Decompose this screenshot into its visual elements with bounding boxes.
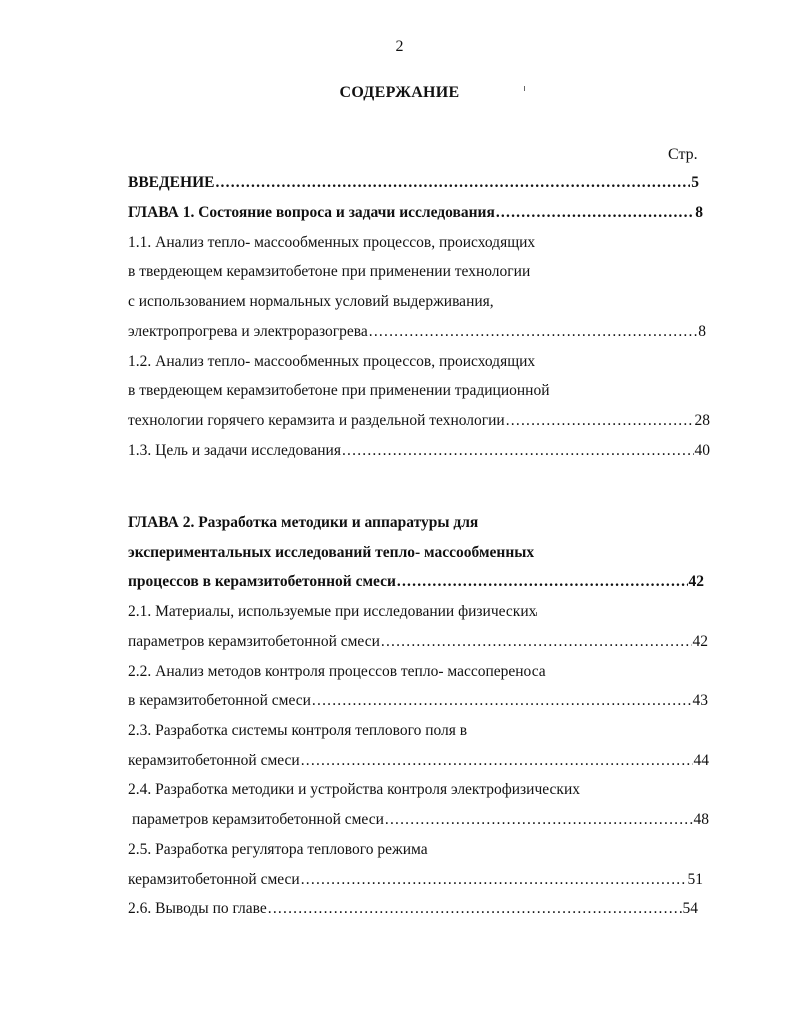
toc-entry: [128, 172, 699, 194]
toc-entry-text: параметров керамзитобетонной смеси: [132, 811, 384, 828]
toc-leader: [506, 410, 694, 432]
toc-entry-line: 2.2. Анализ методов контроля процессов тепло- массопереноса: [128, 663, 546, 680]
toc-entry-page: 51: [687, 871, 703, 888]
toc-entry: [128, 410, 710, 432]
toc-entry-text: процессов в керамзитобетонной смеси: [128, 573, 396, 590]
toc-leader: [381, 631, 692, 653]
toc-entry: [128, 571, 704, 593]
scan-speck: [524, 86, 525, 91]
toc-entry-line: 1.1. Анализ тепло- массообменных процессов, происходящих: [128, 234, 536, 251]
toc-entry-page: 8: [695, 204, 703, 221]
toc-entry-line: 2.5. Разработка регулятора теплового режима: [128, 841, 428, 858]
toc-leader: [301, 750, 693, 772]
toc-entry-line: 1.2. Анализ тепло- массообменных процессов, происходящих: [128, 353, 536, 370]
toc-leader: [312, 690, 692, 712]
toc-entry-line: в твердеющем керамзитобетоне при применении традиционной: [128, 382, 550, 399]
toc-entry: [128, 631, 708, 653]
toc-leader: [397, 571, 688, 593]
toc-entry-text: 2.6. Выводы по главе: [128, 900, 267, 917]
toc-entry: [128, 321, 706, 343]
toc-leader: [342, 440, 694, 462]
toc-chapter-line: ГЛАВА 2. Разработка методики и аппаратуры для: [128, 514, 479, 531]
toc-entry: [128, 869, 703, 891]
toc-entry-text: электропрогрева и электроразогрева: [128, 323, 368, 340]
page-number: 2: [395, 38, 404, 55]
toc-leader: [496, 202, 694, 224]
toc-entry-text: 1.3. Цель и задачи исследования: [128, 442, 341, 459]
toc-entry-page: 42: [688, 573, 704, 590]
toc-entry-line: 2.3. Разработка системы контроля теплового поля в: [128, 722, 468, 739]
toc-entry-text: ГЛАВА 1. Состояние вопроса и задачи исследования: [128, 204, 495, 221]
toc-entry-page: 5: [691, 174, 699, 191]
toc-leader: [385, 809, 693, 831]
toc-entry-text: технологии горячего керамзита и раздельной технологии: [128, 412, 505, 429]
toc-entry-page: 8: [698, 323, 706, 340]
toc-chapter-line: экспериментальных исследований тепло- массообменных: [128, 544, 535, 561]
toc-entry-page: 43: [692, 692, 708, 709]
toc-entry: [128, 750, 709, 772]
toc-entry-line: с использованием нормальных условий выдерживания,: [128, 293, 494, 310]
toc-entry: [132, 809, 709, 831]
toc-entry-line: 2.1. Материалы, используемые при исследовании физических: [128, 603, 537, 620]
toc-entry: [128, 898, 698, 920]
toc-entry: [128, 202, 703, 224]
toc-entry-text: параметров керамзитобетонной смеси: [128, 633, 380, 650]
toc-entry-text: ВВЕДЕНИЕ: [128, 174, 215, 191]
toc-entry-text: керамзитобетонной смеси: [128, 871, 300, 888]
toc-entry-page: 48: [693, 811, 709, 828]
page-title: СОДЕРЖАНИЕ: [339, 84, 460, 101]
toc-entry-text: керамзитобетонной смеси: [128, 752, 300, 769]
toc-leader: [369, 321, 697, 343]
toc-entry-page: 54: [682, 900, 698, 917]
toc-entry-text: в керамзитобетонной смеси: [128, 692, 311, 709]
toc-entry: [128, 690, 708, 712]
toc-entry-page: 40: [694, 442, 710, 459]
toc-entry-page: 42: [692, 633, 708, 650]
toc-entry-page: 44: [693, 752, 709, 769]
page-column-label: Стр.: [668, 146, 698, 163]
toc-entry-page: 28: [694, 412, 710, 429]
toc-leader: [268, 898, 682, 920]
toc-entry-line: в твердеющем керамзитобетоне при применении технологии: [128, 263, 531, 280]
toc-entry: [128, 440, 710, 462]
toc-entry-line: 2.4. Разработка методики и устройства контроля электрофизических: [128, 781, 580, 798]
toc-leader: [215, 172, 690, 194]
toc-leader: [301, 869, 687, 891]
